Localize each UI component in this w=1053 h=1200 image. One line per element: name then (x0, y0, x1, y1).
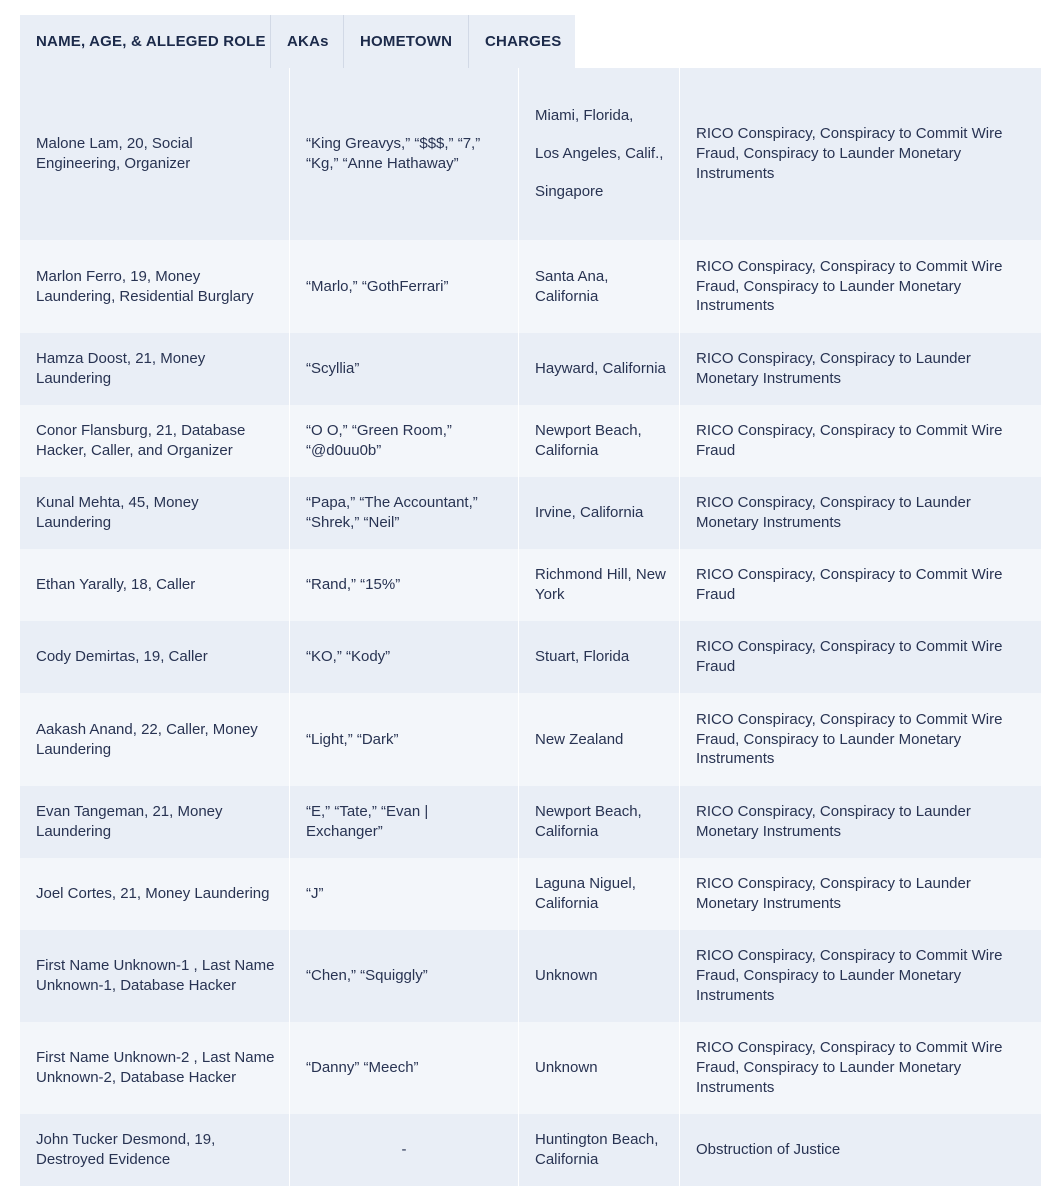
hometown-line: Los Angeles, Calif., (535, 145, 664, 163)
cell-hometown: Unknown (519, 1022, 680, 1114)
cell-hometown: Huntington Beach, California (519, 1114, 680, 1186)
cell-name: Aakash Anand, 22, Caller, Money Laundering (20, 693, 290, 786)
cell-charges: RICO Conspiracy, Conspiracy to Launder Monetary Instruments (680, 333, 1041, 405)
cell-akas: “King Greavys,” “$$$,” “7,” “Kg,” “Anne Hathaway” (290, 68, 519, 240)
tab-akas[interactable]: AKAs (271, 15, 344, 68)
cell-hometown: Santa Ana, California (519, 240, 680, 333)
cell-akas: “J” (290, 858, 519, 930)
cell-charges: RICO Conspiracy, Conspiracy to Launder Monetary Instruments (680, 858, 1041, 930)
cell-charges: RICO Conspiracy, Conspiracy to Commit Wire Fraud, Conspiracy to Launder Monetary Instruments (680, 1022, 1041, 1114)
table-row (20, 930, 1041, 1022)
cell-charges: RICO Conspiracy, Conspiracy to Commit Wire Fraud (680, 549, 1041, 621)
cell-hometown: Newport Beach, California (519, 786, 680, 858)
cell-name: Malone Lam, 20, Social Engineering, Organizer (20, 68, 290, 240)
cell-charges: RICO Conspiracy, Conspiracy to Commit Wire Fraud, Conspiracy to Launder Monetary Instruments (680, 930, 1041, 1022)
cell-charges: Obstruction of Justice (680, 1114, 1041, 1186)
table-row (20, 858, 1041, 930)
cell-akas: “Danny” “Meech” (290, 1022, 519, 1114)
cell-akas: “Chen,” “Squiggly” (290, 930, 519, 1022)
cell-name: Joel Cortes, 21, Money Laundering (20, 858, 290, 930)
cell-hometown: Richmond Hill, New York (519, 549, 680, 621)
cell-name: First Name Unknown-2 , Last Name Unknown-2, Database Hacker (20, 1022, 290, 1114)
cell-akas: “E,” “Tate,” “Evan | Exchanger” (290, 786, 519, 858)
cell-charges: RICO Conspiracy, Conspiracy to Launder Monetary Instruments (680, 786, 1041, 858)
hometown-line: Singapore (535, 182, 604, 200)
cell-akas: “Rand,” “15%” (290, 549, 519, 621)
cell-akas: “O O,” “Green Room,” “@d0uu0b” (290, 405, 519, 477)
table-row (20, 621, 1041, 693)
cell-hometown: Stuart, Florida (519, 621, 680, 693)
tab-charges[interactable]: CHARGES (469, 15, 575, 68)
cell-hometown: Newport Beach, California (519, 405, 680, 477)
cell-hometown (519, 68, 680, 240)
cell-akas: “KO,” “Kody” (290, 621, 519, 693)
cell-charges: RICO Conspiracy, Conspiracy to Launder Monetary Instruments (680, 477, 1041, 549)
cell-akas: - (290, 1114, 519, 1186)
cell-name: Marlon Ferro, 19, Money Laundering, Residential Burglary (20, 240, 290, 333)
table-row (20, 1022, 1041, 1114)
cell-charges: RICO Conspiracy, Conspiracy to Commit Wire Fraud (680, 621, 1041, 693)
cell-hometown: Irvine, California (519, 477, 680, 549)
cell-name: Kunal Mehta, 45, Money Laundering (20, 477, 290, 549)
table-row (20, 333, 1041, 405)
defendants-table (20, 68, 1041, 1186)
tab-name-age-role[interactable]: NAME, AGE, & ALLEGED ROLE (20, 15, 271, 68)
cell-name: First Name Unknown-1 , Last Name Unknown-1, Database Hacker (20, 930, 290, 1022)
cell-name: Cody Demirtas, 19, Caller (20, 621, 290, 693)
cell-charges: RICO Conspiracy, Conspiracy to Commit Wire Fraud (680, 405, 1041, 477)
table-row (20, 786, 1041, 858)
cell-name: Conor Flansburg, 21, Database Hacker, Caller, and Organizer (20, 405, 290, 477)
table-header-tabs (20, 15, 575, 68)
tab-hometown[interactable]: HOMETOWN (344, 15, 469, 68)
cell-akas: “Scyllia” (290, 333, 519, 405)
table-row (20, 1114, 1041, 1186)
cell-name: Ethan Yarally, 18, Caller (20, 549, 290, 621)
hometown-line: Miami, Florida, (535, 107, 634, 125)
cell-akas: “Papa,” “The Accountant,” “Shrek,” “Neil” (290, 477, 519, 549)
cell-charges: RICO Conspiracy, Conspiracy to Commit Wire Fraud, Conspiracy to Launder Monetary Instruments (680, 240, 1041, 333)
cell-akas: “Light,” “Dark” (290, 693, 519, 786)
cell-charges: RICO Conspiracy, Conspiracy to Commit Wire Fraud, Conspiracy to Launder Monetary Instruments (680, 693, 1041, 786)
cell-name: Hamza Doost, 21, Money Laundering (20, 333, 290, 405)
table-row (20, 477, 1041, 549)
table-row (20, 693, 1041, 786)
table-row (20, 68, 1041, 240)
table-row (20, 240, 1041, 333)
cell-charges: RICO Conspiracy, Conspiracy to Commit Wire Fraud, Conspiracy to Launder Monetary Instruments (680, 68, 1041, 240)
cell-name: John Tucker Desmond, 19, Destroyed Evidence (20, 1114, 290, 1186)
cell-hometown: Unknown (519, 930, 680, 1022)
table-row (20, 549, 1041, 621)
cell-name: Evan Tangeman, 21, Money Laundering (20, 786, 290, 858)
cell-akas: “Marlo,” “GothFerrari” (290, 240, 519, 333)
cell-hometown: Laguna Niguel, California (519, 858, 680, 930)
cell-hometown: New Zealand (519, 693, 680, 786)
table-row (20, 405, 1041, 477)
cell-hometown: Hayward, California (519, 333, 680, 405)
